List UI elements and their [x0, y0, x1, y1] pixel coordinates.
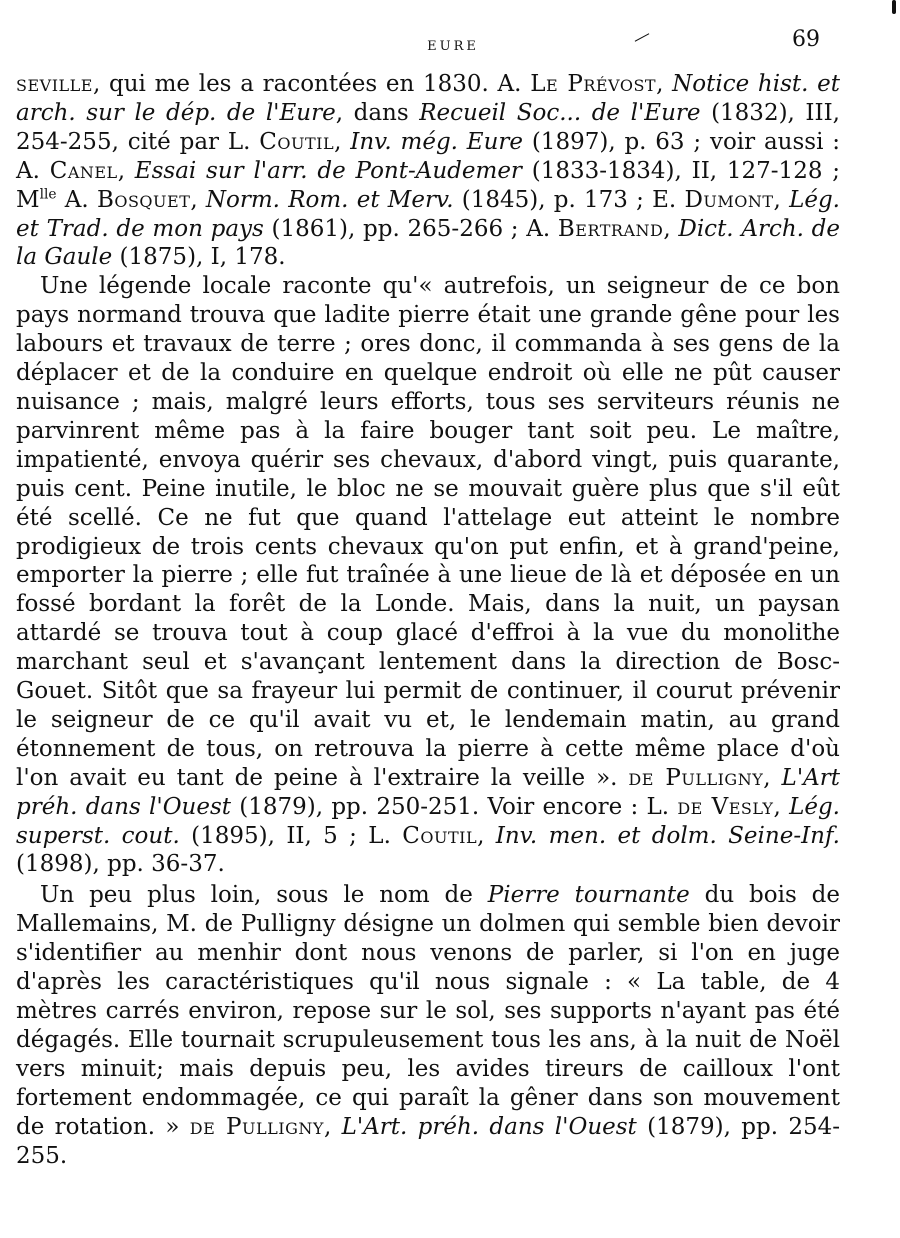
- running-head: EURE: [427, 39, 479, 54]
- body-text: [16, 70, 840, 1170]
- paragraph-references-continued: seville, qui me les a racontées en 1830. A. Le Prévost, Notice hist. et arch. sur le dép. de l'Eure, dans Recueil Soc... de l'Eure (1832), III, 254-255, cité par L. Coutil, Inv. még. Eure (1897), p. 63 ; voir aussi : A. Canel, Essai sur l'arr. de Pont-Audemer (1833-1834), II, 127-128 ; $M^{lle}$ A. Bosquet, Norm. Rom. et Merv. (1845), p. 173 ; E. Dumont, Lég. et Trad. de mon pays (1861), pp. 265-266 ; A. Bertrand, Dict. Arch. de la Gaule (1875), I, 178.: [16, 71, 841, 271]
- paragraph-pierre-tournante: Un peu plus loin, sous le nom de Pierre tournante du bois de Mallemains, M. de Pulligny désigne un dolmen qui semble bien devoir s'identifier au menhir dont nous venons de parler, si l'on en juge d'après les caractéristiques qu'il nous signale : « La table, de 4 mètres carrés environ, repose sur le sol, ses supports n'ayant pas été dégagés. Elle tournait scrupuleusement tous les ans, à la nuit de Noël vers minuit; mais depuis peu, les avides tireurs de cailloux l'ont fortement endommagée, ce qui paraît la gêner dans son mouvement de rotation. » de Pulligny, L'Art. préh. dans l'Ouest (1879), pp. 254-255.: [16, 882, 840, 1169]
- paragraph-legend: Une légende locale raconte qu'« autrefois, un seigneur de ce bon pays normand trouva que ladite pierre était une grande gêne pour les labours et travaux de terre ; ores donc, il commanda à ses gens de la déplacer et de la conduire en quelque endroit où elle ne pût causer nuisance ; mais, malgré leurs efforts, tous ses serviteurs réunis ne parvinrent même pas à la faire bouger tant soit peu. Le maître, impatienté, envoya quérir ses chevaux, d'abord vingt, puis quarante, puis cent. Peine inutile, le bloc ne se mouvait guère plus que s'il eût été scellé. Ce ne fut que quand l'attelage eut atteint le nombre prodigieux de trois cents chevaux qu'on put enfin, et à grand'peine, emporter la pierre ; elle fut traînée à une lieue de là et déposée en un fossé bordant la forêt de la Londe. Mais, dans la nuit, un paysan attardé se trouva tout à coup glacé d'effroi à la vue du monolithe marchant seul et s'avançant lentement dans la direction de Bosc-Gouet. Sitôt que sa frayeur lui permit de continuer, il courut prévenir le seigneur de ce qu'il avait vu et, le lendemain matin, au grand étonnement de tous, on retrouva la pierre à cette même place d'où l'on avait eu tant de peine à l'extraire la veille ». de Pulligny, L'Art préh. dans l'Ouest (1879), pp. 250-251. Voir encore : L. de Vesly, Lég. superst. cout. (1895), II, 5 ; L. Coutil, Inv. men. et dolm. Seine-Inf. (1898), pp. 36-37.: [16, 273, 840, 878]
- page-header: [34, 26, 872, 56]
- edge-stray-mark: [892, 0, 896, 14]
- page-number: 69: [792, 27, 820, 52]
